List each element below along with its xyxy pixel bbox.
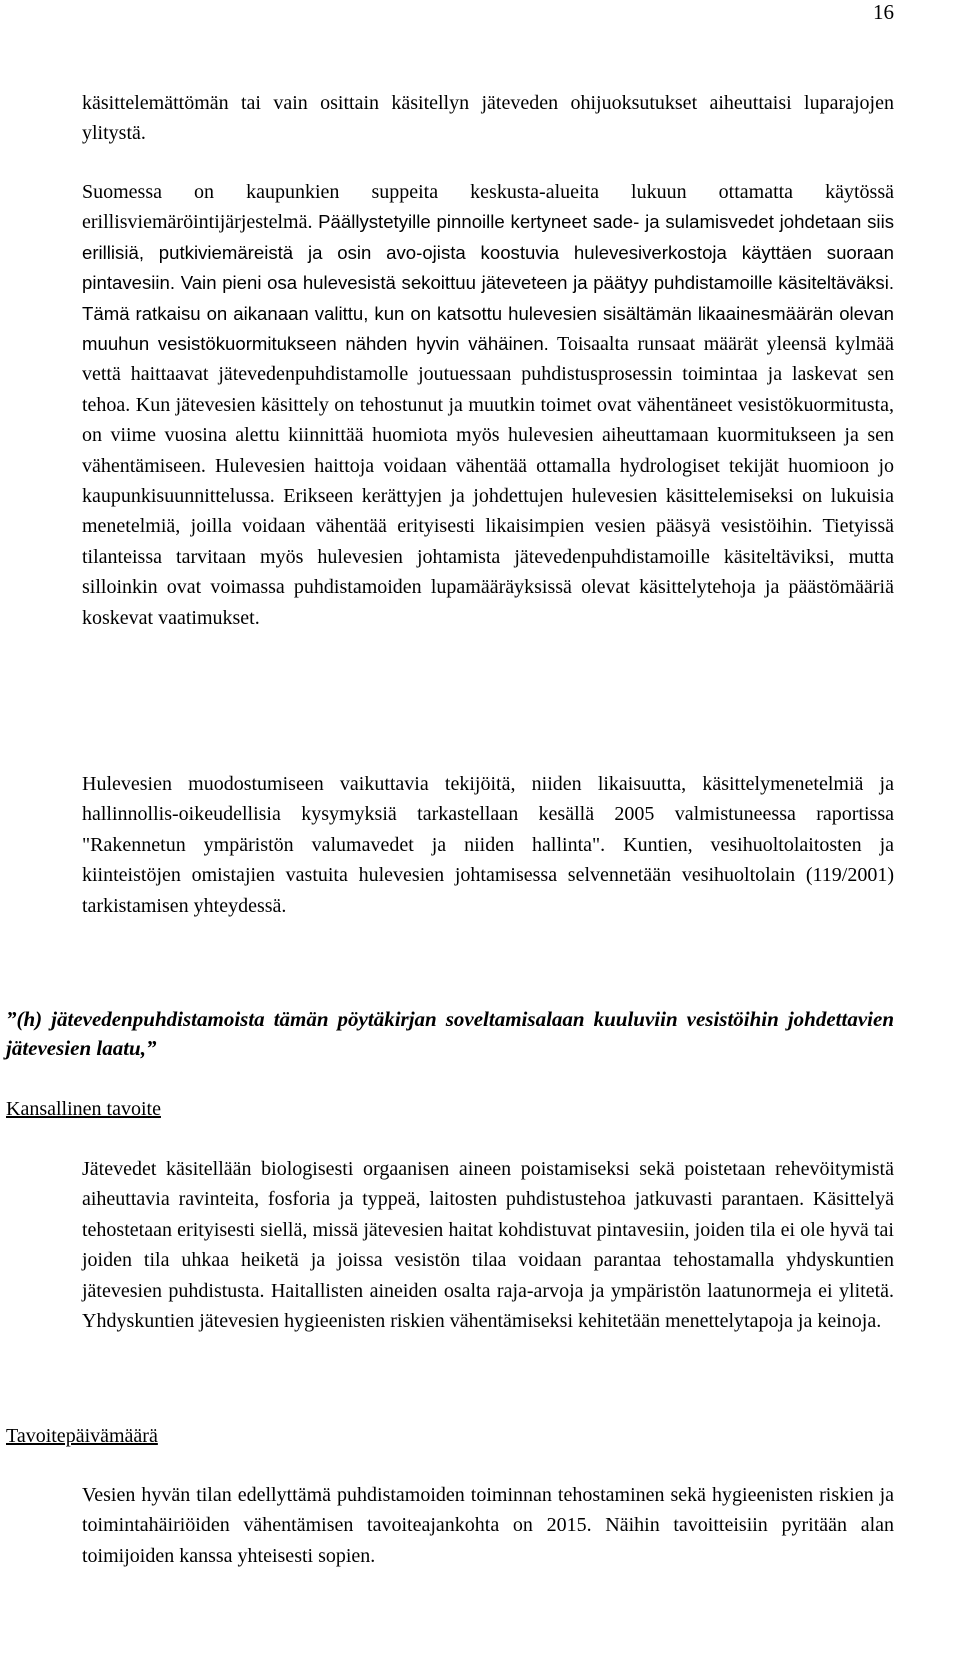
national-goal-text: Jätevedet käsitellään biologisesti orgaanisen aineen poistamiseksi sekä poistetaan rehevöitymistä aiheuttavia ravinteita, fosforia ja typpeä, laitosten puhdistustehoa jatkuvasti parantaen. Käsittelyä tehostetaan erityisesti siellä, missä jätevesien haitat kohdistuvat pintavesiin, joiden tila ei ole hyvä tai joiden tila uhkaa heiketä ja joissa vesistön tilaa voidaan parantaa tehostamalla yhdyskuntien jätevesien puhdistusta. Haitallisten aineiden osalta raja-arvoja ja ympäristön laatunormeja ei ylitetä. Yhdyskuntien jätevesien hygieenisten riskien vähentämiseksi kehitetään menettelytapoja ja keinoja.	[82, 1158, 894, 1333]
paragraph-intro-text: Suomessa on kaupunkien suppeita keskusta-alueita lukuun ottamatta käytössä erillisviemäröintijärjestelmä.	[82, 181, 894, 234]
section-heading: ”(h) jätevedenpuhdistamoista tämän pöytäkirjan soveltamisalaan kuuluviin vesistöihin johdettavien jätevesien laatu,”	[6, 1007, 894, 1060]
paragraph-rest-text: Toisaalta runsaat määrät yleensä kylmää vettä haittaavat jätevedenpuhdistamolle joutuessaan puhdistusprosessin toimintaa ja laskevat sen tehoa. Kun jätevesien käsittely on tehostunut ja muutkin toimet ovat vähentäneet vesistökuormitusta, on viime vuosina alettu kiinnittää huomiota myös hulevesien aiheuttamaan kuormitukseen ja sen vähentämiseen. Hulevesien haittoja voidaan vähentää ottamalla hydrologiset tekijät huomioon jo kaupunkisuunnittelussa. Erikseen kerättyjen ja johdettujen hulevesien käsittelemiseksi on lukuisia menetelmiä, joilla voidaan vähentää erityisesti likaisimpien vesien pääsyä vesistöihin. Tietyissä tilanteissa tarvitaan myös hulevesien johtamista jätevedenpuhdistamoille käsiteltäviksi, mutta silloinkin ovat voimassa puhdistamoiden lupamääräyksissä olevat käsittelytehoja ja päästömääriä koskevat vaatimukset.	[82, 333, 895, 629]
page-number: 16	[873, 0, 894, 24]
target-date-text: Vesien hyvän tilan edellyttämä puhdistamoiden toiminnan tehostaminen sekä hygieenisten riskien ja toimintahäiriöiden vähentämisen tavoiteajankohta on 2015. Näihin tavoitteisiin pyritään alan toimijoiden kanssa yhteisesti sopien.	[82, 1484, 894, 1567]
paragraph-ohijuoksutukset: käsittelemättömän tai vain osittain käsitellyn jäteveden ohijuoksutukset aiheuttaisi luparajojen ylitystä.	[82, 92, 894, 145]
paragraph-sans-text: Päällystetyille pinnoille kertyneet sade- ja sulamisvedet johdetaan siis erillisiä, putkiviemäreistä ja osin avo-ojista koostuvia hulevesiverkostoja käyttäen suoraan pintavesiin. Vain pieni osa hulevesistä sekoittuu jäteveteen ja päätyy puhdistamoille käsiteltäväksi. Tämä ratkaisu on aikanaan valittu, kun on katsottu hulevesien sisältämän likaainesmäärän olevan muuhun vesistökuormitukseen nähden hyvin vähäinen.	[82, 211, 894, 355]
national-goal-label: Kansallinen tavoite	[6, 1098, 161, 1120]
paragraph-erillisviemarointi	[82, 177, 894, 633]
paragraph-hulevesien-raportti: Hulevesien muodostumiseen vaikuttavia tekijöitä, niiden likaisuutta, käsittelymenetelmiä ja hallinnollis-oikeudellisia kysymyksiä tarkastellaan kesällä 2005 valmistuneessa raportissa "Rakennetun ympäristön valumavedet ja niiden hallinta". Kuntien, vesihuoltolaitosten ja kiinteistöjen omistajien vastuita hulevesien johtamisessa selvennetään vesihuoltolain (119/2001) tarkistamisen yhteydessä.	[82, 773, 894, 917]
target-date-label: Tavoitepäivämäärä	[6, 1425, 158, 1447]
